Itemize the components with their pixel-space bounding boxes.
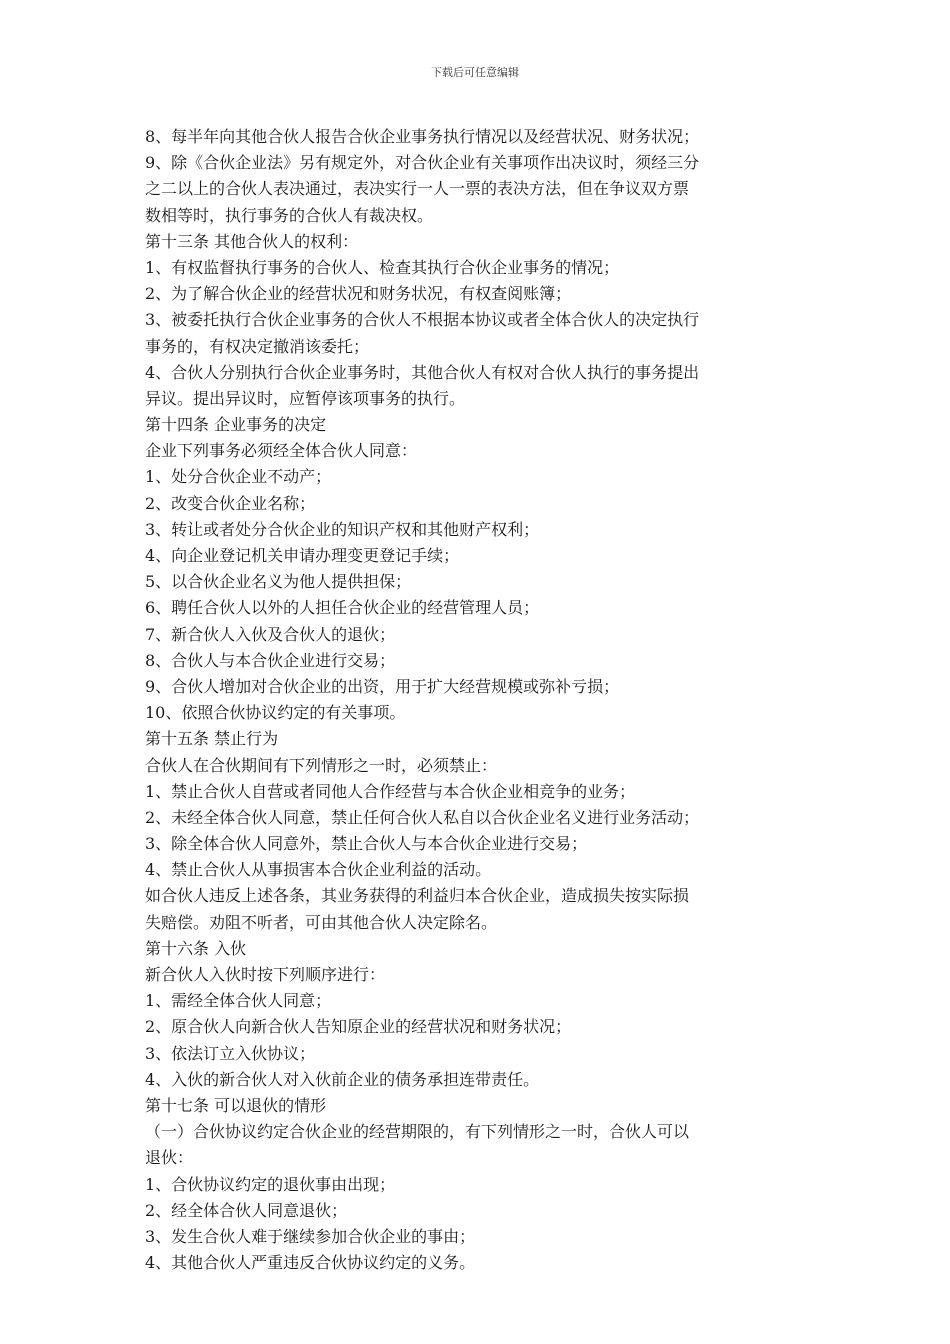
document-line: 第十六条 入伙	[145, 938, 247, 958]
document-line: 第十四条 企业事务的决定	[145, 415, 327, 435]
document-line: 3、发生合伙人难于继续参加合伙企业的事由；	[145, 1226, 476, 1246]
document-line: 异议。提出异议时，应暂停该项事务的执行。	[145, 388, 466, 408]
document-line: 8、合伙人与本合伙企业进行交易；	[145, 650, 396, 670]
document-line: 2、原合伙人向新合伙人告知原企业的经营状况和财务状况；	[145, 1017, 572, 1037]
document-line: 10、依照合伙协议约定的有关事项。	[145, 703, 406, 723]
document-line: 2、未经全体合伙人同意，禁止任何合伙人私自以合伙企业名义进行业务活动；	[145, 807, 700, 827]
document-line: 如合伙人违反上述各条，其业务获得的利益归本合伙企业，造成损失按实际损	[145, 886, 690, 906]
document-line: 失赔偿。劝阻不听者，可由其他合伙人决定除名。	[145, 912, 498, 932]
document-line: 1、合伙协议约定的退伙事由出现；	[145, 1174, 396, 1194]
document-line: 数相等时，执行事务的合伙人有裁决权。	[145, 205, 434, 225]
document-line: 1、处分合伙企业不动产；	[145, 467, 332, 487]
document-line: 4、向企业登记机关申请办理变更登记手续；	[145, 546, 460, 565]
document-body	[145, 124, 810, 1276]
document-line: 3、转让或者处分合伙企业的知识产权和其他财产权利；	[145, 519, 540, 539]
document-line: 5、以合伙企业名义为他人提供担保；	[145, 572, 412, 592]
document-line: 新合伙人入伙时按下列顺序进行：	[145, 965, 386, 984]
document-line: 2、改变合伙企业名称；	[145, 493, 316, 513]
document-line: 7、新合伙人入伙及合伙人的退伙；	[145, 624, 396, 644]
document-line: 3、依法订立入伙协议；	[145, 1043, 316, 1063]
document-line: 4、禁止合伙人从事损害本合伙企业利益的活动。	[145, 860, 492, 880]
document-line: 9、除《合伙企业法》另有规定外，对合伙企业有关事项作出决议时，须经三分	[145, 153, 700, 173]
document-line: 第十三条 其他合伙人的权利：	[145, 231, 359, 251]
document-line: 9、合伙人增加对合伙企业的出资，用于扩大经营规模或弥补亏损；	[145, 676, 620, 696]
document-line: 4、合伙人分别执行合伙企业事务时，其他合伙人有权对合伙人执行的事务提出	[145, 362, 700, 382]
document-line: 2、为了解合伙企业的经营状况和财务状况，有权查阅账簿；	[145, 284, 572, 304]
document-line: 第十五条 禁止行为	[145, 729, 279, 749]
document-line: 1、禁止合伙人自营或者同他人合作经营与本合伙企业相竞争的业务；	[145, 781, 636, 801]
document-line: （一）合伙协议约定合伙企业的经营期限的，有下列情形之一时，合伙人可以	[145, 1122, 690, 1142]
document-line: 1、需经全体合伙人同意；	[145, 991, 332, 1011]
document-line: 4、其他合伙人严重违反合伙协议约定的义务。	[145, 1253, 476, 1273]
document-line: 企业下列事务必须经全体合伙人同意：	[145, 441, 418, 461]
document-line: 2、经全体合伙人同意退伙；	[145, 1200, 348, 1220]
document-line: 8、每半年向其他合伙人报告合伙企业事务执行情况以及经营状况、财务状况；	[145, 127, 700, 146]
document-line: 1、有权监督执行事务的合伙人、检查其执行合伙企业事务的情况；	[145, 257, 620, 277]
page-header: 下载后可任意编辑	[431, 66, 519, 79]
document-line: 3、被委托执行合伙企业事务的合伙人不根据本协议或者全体合伙人的决定执行	[145, 310, 700, 330]
document-line: 6、聘任合伙人以外的人担任合伙企业的经营管理人员；	[145, 598, 540, 618]
document-line: 4、入伙的新合伙人对入伙前企业的债务承担连带责任。	[145, 1069, 540, 1089]
document-line: 退伙：	[145, 1148, 194, 1168]
document-line: 第十七条 可以退伙的情形	[145, 1095, 327, 1115]
document-line: 3、除全体合伙人同意外，禁止合伙人与本合伙企业进行交易；	[145, 834, 588, 854]
document-line: 合伙人在合伙期间有下列情形之一时，必须禁止：	[145, 755, 498, 775]
document-line: 之二以上的合伙人表决通过，表决实行一人一票的表决方法，但在争议双方票	[145, 179, 690, 199]
document-line: 事务的，有权决定撤消该委托；	[145, 336, 370, 356]
